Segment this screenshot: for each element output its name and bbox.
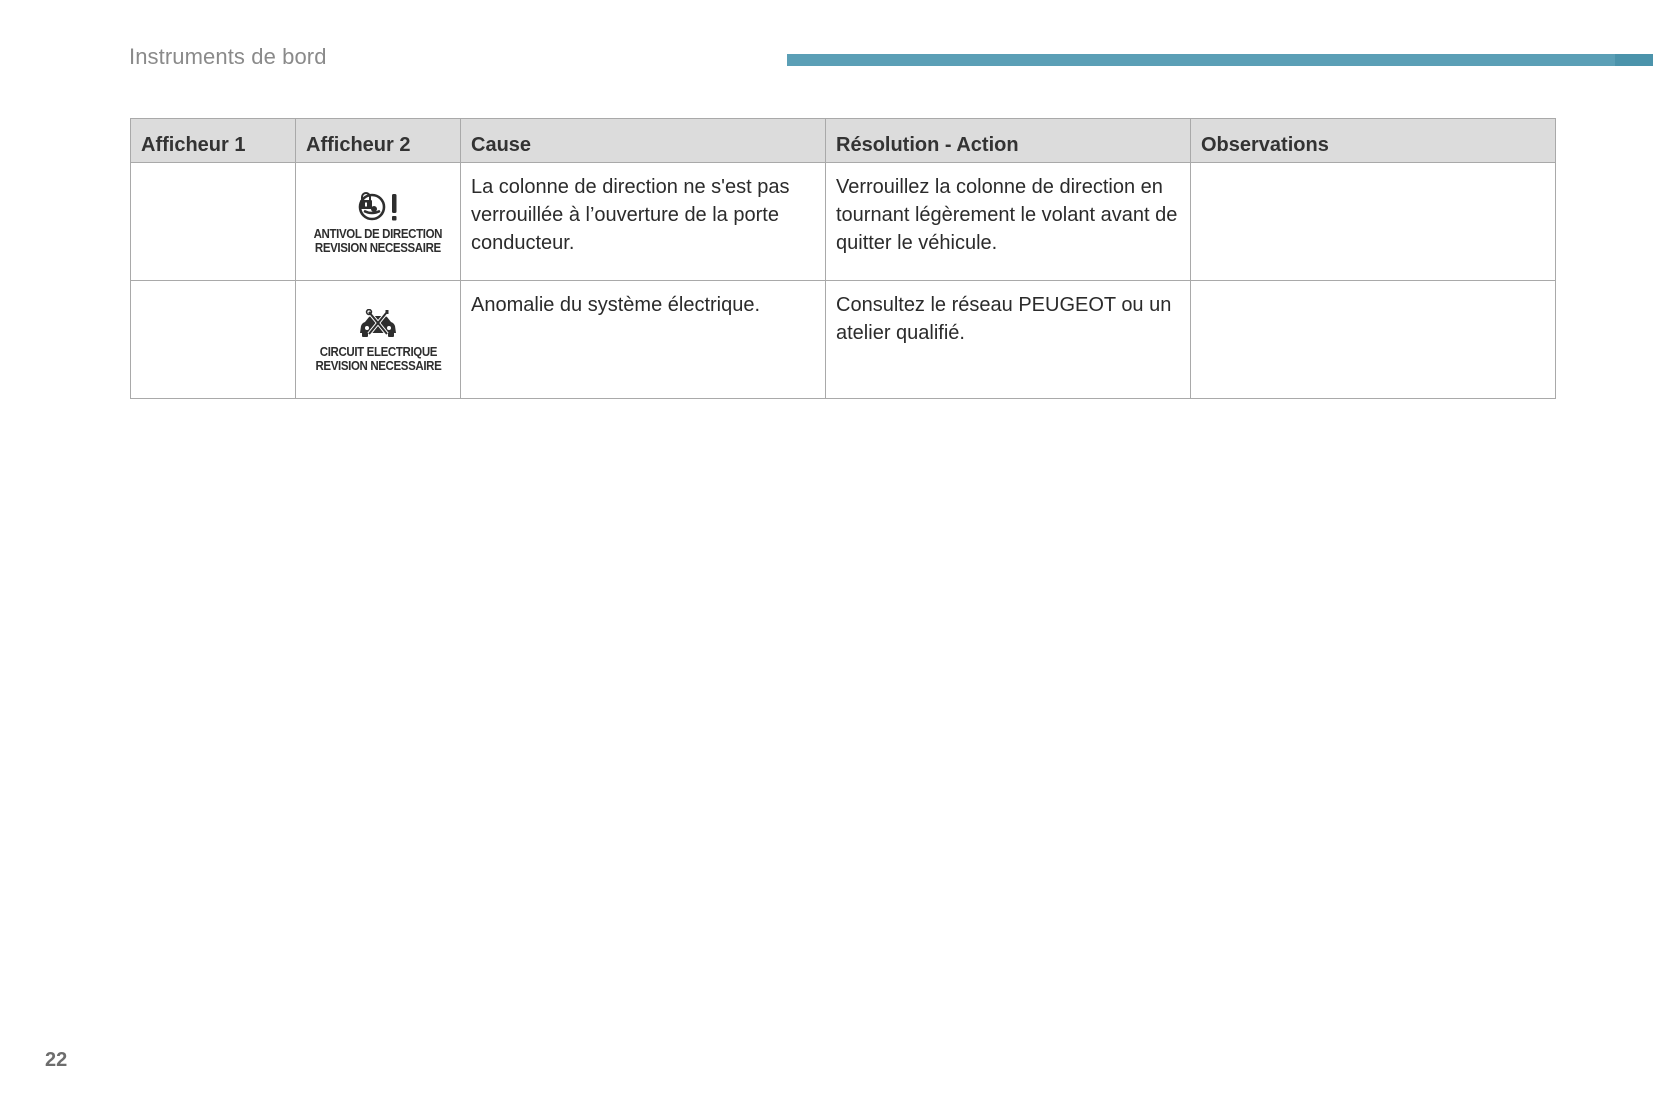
display-2-cell <box>296 281 461 399</box>
page-number: 22 <box>45 1049 68 1071</box>
warning-messages-table <box>130 118 1556 399</box>
display-1-cell <box>131 163 296 281</box>
table-header-row <box>131 119 1556 163</box>
display-2-caption <box>315 345 441 373</box>
header-accent-bar <box>787 54 1653 66</box>
observations-cell <box>1191 281 1556 399</box>
display-2-caption <box>314 227 443 255</box>
display-2-caption-line-2: REVISION NECESSAIRE <box>315 359 441 373</box>
column-header-observations: Observations <box>1191 119 1556 163</box>
display-2-caption-line-1: CIRCUIT ELECTRIQUE <box>319 345 437 359</box>
table-row <box>131 281 1556 399</box>
section-title: Instruments de bord <box>129 44 327 69</box>
column-header-cause: Cause <box>461 119 826 163</box>
electrical-circuit-fault-icon <box>354 307 402 341</box>
display-1-cell <box>131 281 296 399</box>
cause-cell: Anomalie du système électrique. <box>461 281 826 399</box>
resolution-cell: Consultez le réseau PEUGEOT ou un atelier qualifié. <box>826 281 1191 399</box>
column-header-display-2: Afficheur 2 <box>296 119 461 163</box>
header-accent-bar-tip <box>1615 54 1653 66</box>
table-row <box>131 163 1556 281</box>
observations-cell <box>1191 163 1556 281</box>
column-header-resolution: Résolution - Action <box>826 119 1191 163</box>
column-header-display-1: Afficheur 1 <box>131 119 296 163</box>
cause-cell: La colonne de direction ne s'est pas verrouillée à l’ouverture de la porte conducteur. <box>461 163 826 281</box>
steering-lock-warning-icon <box>354 189 402 223</box>
display-2-cell <box>296 163 461 281</box>
display-2-caption-line-2: REVISION NECESSAIRE <box>315 241 441 255</box>
resolution-cell: Verrouillez la colonne de direction en tournant légèrement le volant avant de quitter le véhicule. <box>826 163 1191 281</box>
display-2-caption-line-1: ANTIVOL DE DIRECTION <box>313 227 443 241</box>
